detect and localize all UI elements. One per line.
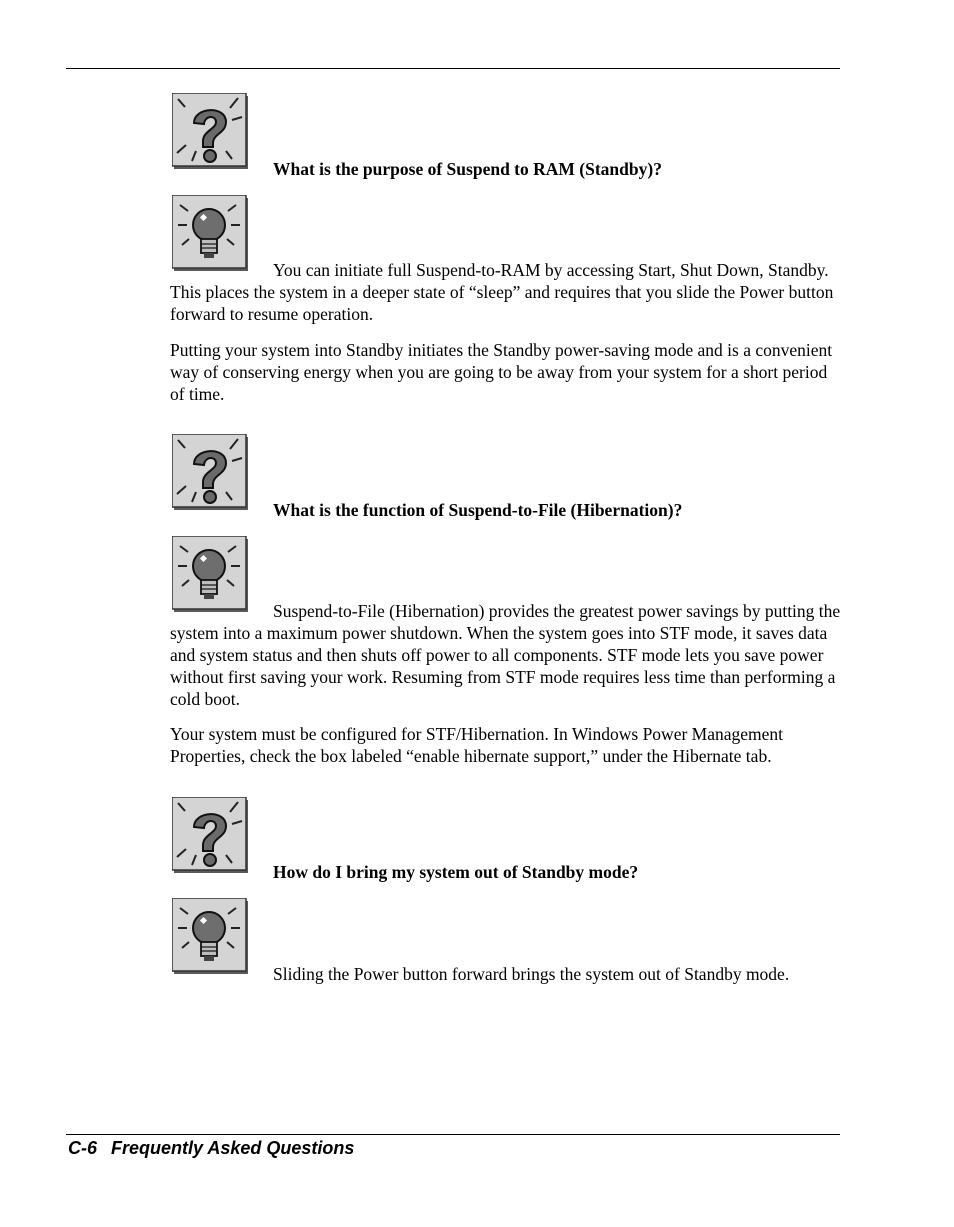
faq-answer — [170, 963, 842, 985]
faq-answer-paragraph: Putting your system into Standby initiates the Standby power-saving mode and is a convenient way of conserving energy when you are going to be away from your system for a short period of time. — [170, 340, 833, 404]
faq-answer — [170, 259, 842, 325]
page-footer — [68, 1136, 354, 1160]
question-mark-icon — [172, 434, 250, 512]
faq-question: How do I bring my system out of Standby mode? — [273, 862, 639, 882]
faq-question: What is the purpose of Suspend to RAM (Standby)? — [273, 159, 662, 179]
header-rule — [66, 68, 840, 69]
page-number: C-6 — [68, 1138, 98, 1158]
question-mark-icon — [172, 93, 250, 171]
faq-answer-text: You can initiate full Suspend-to-RAM by accessing Start, Shut Down, Standby. This places the system in a deeper state of “sleep” and requires that you slide the Power button forward to resume operation. — [170, 260, 834, 324]
question-mark-icon — [172, 797, 250, 875]
faq-question: What is the function of Suspend-to-File (Hibernation)? — [273, 500, 683, 520]
section-title: Frequently Asked Questions — [111, 1138, 355, 1158]
faq-answer-text: Suspend-to-File (Hibernation) provides the greatest power savings by putting the system into a maximum power shutdown. When the system goes into STF mode, it saves data and system status and then shuts off power to all components. STF mode lets you save power without first saving your work. Resuming from STF mode requires less time than performing a cold boot. — [170, 601, 841, 709]
faq-answer-text: Sliding the Power button forward brings the system out of Standby mode. — [273, 964, 790, 984]
faq-answer-paragraph: Your system must be configured for STF/Hibernation. In Windows Power Management Properties, check the box labeled “enable hibernate support,” under the Hibernate tab. — [170, 724, 784, 766]
faq-answer — [170, 600, 842, 710]
footer-rule — [66, 1134, 840, 1135]
